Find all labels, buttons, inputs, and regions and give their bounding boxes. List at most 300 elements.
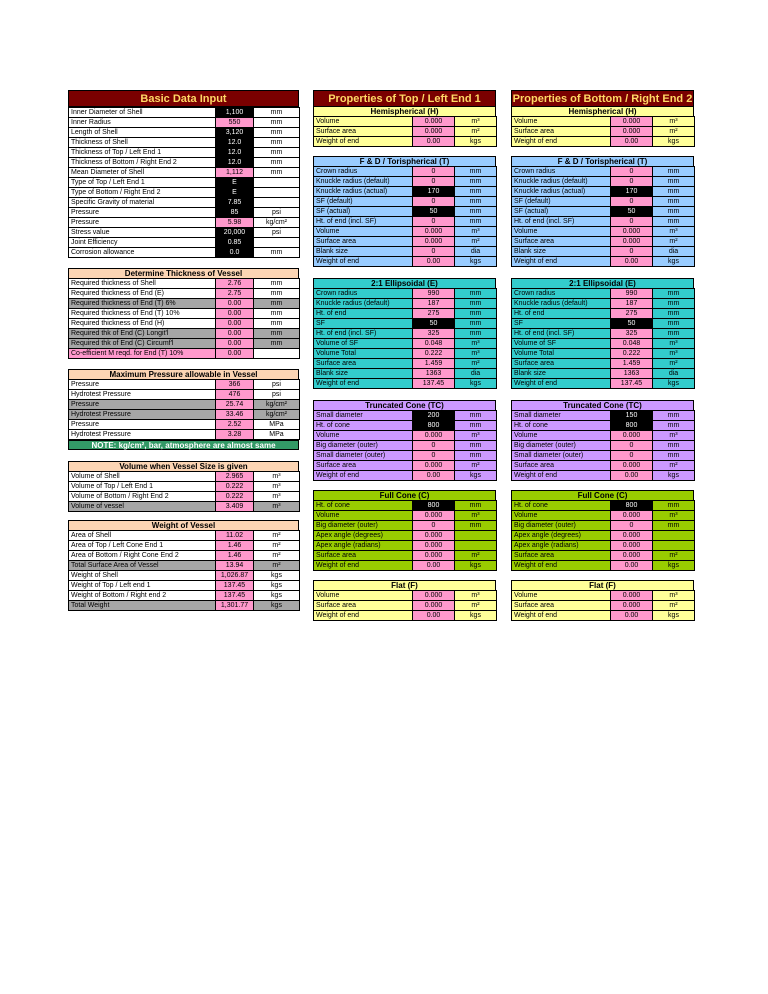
- row-value: 800: [611, 421, 653, 431]
- section-title: F & D / Torispherical (T): [511, 156, 694, 166]
- table-row: [512, 531, 695, 541]
- row-value: 0.00: [611, 137, 653, 147]
- row-value: 1,112: [216, 168, 254, 178]
- row-value: 0: [413, 247, 455, 257]
- table-row: [512, 299, 695, 309]
- row-label: Volume of SF: [314, 339, 413, 349]
- weight-title: Weight of Vessel: [68, 520, 299, 530]
- table-row: [314, 379, 497, 389]
- table-row: [69, 400, 300, 410]
- table-row: [314, 299, 497, 309]
- row-value: 0.000: [413, 461, 455, 471]
- table-row: [69, 138, 300, 148]
- max-pressure-table: [68, 379, 300, 440]
- table-row: [69, 218, 300, 228]
- row-label: Co-efficient M reqd. for End (T) 10%: [69, 349, 216, 359]
- row-label: Corrosion allowance: [69, 248, 216, 258]
- row-value: 50: [611, 207, 653, 217]
- row-value: 0.000: [611, 511, 653, 521]
- section-table: [313, 288, 497, 389]
- row-unit: kgs: [653, 471, 695, 481]
- row-label: Required thickness of End (E): [69, 289, 216, 299]
- row-value: 0.00: [413, 561, 455, 571]
- section-table: [313, 590, 497, 621]
- row-value: 325: [611, 329, 653, 339]
- table-row: [69, 430, 300, 440]
- row-value: 476: [216, 390, 254, 400]
- row-label: Surface area: [314, 359, 413, 369]
- table-row: [314, 601, 497, 611]
- row-unit: mm: [455, 167, 497, 177]
- row-unit: mm: [254, 299, 300, 309]
- row-label: Hydrotest Pressure: [69, 430, 216, 440]
- row-unit: kgs: [254, 581, 300, 591]
- row-label: Weight of end: [314, 379, 413, 389]
- row-label: Weight of end: [512, 561, 611, 571]
- table-row: [512, 207, 695, 217]
- table-row: [314, 591, 497, 601]
- row-label: Knuckle radius (default): [512, 299, 611, 309]
- row-label: Apex angle (radians): [314, 541, 413, 551]
- row-label: Surface area: [512, 461, 611, 471]
- row-label: Required thickness of End (T) 6%: [69, 299, 216, 309]
- row-value: 0.048: [611, 339, 653, 349]
- row-unit: mm: [455, 207, 497, 217]
- row-unit: m³: [254, 502, 300, 512]
- table-row: [69, 309, 300, 319]
- row-unit: m³: [653, 591, 695, 601]
- row-value: 1.459: [611, 359, 653, 369]
- basic-data-panel: [68, 90, 299, 258]
- row-unit: mm: [455, 329, 497, 339]
- row-label: Small diameter: [512, 411, 611, 421]
- row-label: Big diameter (outer): [512, 521, 611, 531]
- row-label: Apex angle (degrees): [512, 531, 611, 541]
- row-label: Surface area: [314, 601, 413, 611]
- row-value: 0.000: [611, 531, 653, 541]
- end2-hemispherical-section: [511, 106, 694, 147]
- row-label: Surface area: [512, 237, 611, 247]
- section-title: Truncated Cone (TC): [313, 400, 496, 410]
- table-row: [512, 349, 695, 359]
- row-label: SF (default): [314, 197, 413, 207]
- row-unit: mm: [254, 168, 300, 178]
- thickness-panel: [68, 268, 299, 359]
- row-label: SF: [314, 319, 413, 329]
- table-row: [314, 197, 497, 207]
- row-label: Type of Bottom / Right End 2: [69, 188, 216, 198]
- table-row: [314, 237, 497, 247]
- row-label: Weight of end: [512, 137, 611, 147]
- units-note: NOTE: kg/cm², bar, atmosphere are almost same: [68, 440, 299, 450]
- row-value: 0.000: [611, 591, 653, 601]
- row-value: 12.0: [216, 158, 254, 168]
- section-title: F & D / Torispherical (T): [313, 156, 496, 166]
- row-label: Knuckle radius (default): [512, 177, 611, 187]
- table-row: [314, 369, 497, 379]
- row-unit: kgs: [455, 611, 497, 621]
- row-label: Thickness of Bottom / Right End 2: [69, 158, 216, 168]
- row-value: 0.00: [216, 309, 254, 319]
- row-value: 3,120: [216, 128, 254, 138]
- row-unit: mm: [653, 521, 695, 531]
- row-label: Weight of end: [512, 611, 611, 621]
- max-pressure-panel: [68, 369, 299, 450]
- row-unit: m³: [653, 349, 695, 359]
- row-label: Area of Bottom / Right Cone End 2: [69, 551, 216, 561]
- end1-truncated-cone-section: [313, 400, 496, 481]
- row-value: 0.00: [611, 611, 653, 621]
- table-row: [314, 359, 497, 369]
- row-unit: mm: [653, 319, 695, 329]
- row-label: Big diameter (outer): [314, 441, 413, 451]
- table-row: [69, 349, 300, 359]
- row-label: Pressure: [69, 380, 216, 390]
- table-row: [69, 601, 300, 611]
- row-value: 0: [413, 451, 455, 461]
- row-label: Required thk of End (C) Circumf'l: [69, 339, 216, 349]
- table-row: [69, 482, 300, 492]
- table-row: [512, 591, 695, 601]
- table-row: [512, 227, 695, 237]
- row-unit: mm: [254, 289, 300, 299]
- row-label: Knuckle radius (default): [314, 177, 413, 187]
- row-label: Crown radius: [512, 167, 611, 177]
- row-value: 800: [611, 501, 653, 511]
- row-value: 0.000: [413, 591, 455, 601]
- row-value: E: [216, 178, 254, 188]
- table-row: [512, 421, 695, 431]
- row-label: Blank size: [314, 369, 413, 379]
- row-unit: kgs: [254, 571, 300, 581]
- table-row: [314, 257, 497, 267]
- table-row: [512, 411, 695, 421]
- table-row: [314, 137, 497, 147]
- row-unit: psi: [254, 208, 300, 218]
- row-unit: m²: [653, 601, 695, 611]
- row-value: 0: [413, 521, 455, 531]
- row-unit: [455, 531, 497, 541]
- row-unit: kgs: [455, 379, 497, 389]
- row-value: 1,026.87: [216, 571, 254, 581]
- end2-title: Properties of Bottom / Right End 2: [511, 90, 694, 107]
- section-title: Truncated Cone (TC): [511, 400, 694, 410]
- row-value: E: [216, 188, 254, 198]
- row-value: 3.28: [216, 430, 254, 440]
- table-row: [512, 217, 695, 227]
- row-unit: m³: [653, 431, 695, 441]
- row-unit: kg/cm²: [254, 400, 300, 410]
- table-row: [69, 279, 300, 289]
- row-value: 0.00: [611, 471, 653, 481]
- row-label: Length of Shell: [69, 128, 216, 138]
- row-value: 0: [611, 521, 653, 531]
- table-row: [314, 177, 497, 187]
- end1-full-cone-section: [313, 490, 496, 571]
- row-value: 170: [413, 187, 455, 197]
- row-value: 990: [413, 289, 455, 299]
- section-title: 2:1 Ellipsoidal (E): [313, 278, 496, 288]
- row-value: 0.00: [611, 257, 653, 267]
- table-row: [314, 551, 497, 561]
- row-label: Ht. of end: [314, 309, 413, 319]
- row-label: Volume of SF: [512, 339, 611, 349]
- row-unit: mm: [455, 501, 497, 511]
- row-unit: mm: [653, 167, 695, 177]
- table-row: [69, 168, 300, 178]
- row-value: 25.74: [216, 400, 254, 410]
- row-label: Blank size: [512, 369, 611, 379]
- row-unit: mm: [455, 299, 497, 309]
- row-unit: mm: [653, 217, 695, 227]
- row-value: 0: [611, 167, 653, 177]
- row-value: 0.000: [611, 461, 653, 471]
- row-unit: m³: [653, 511, 695, 521]
- row-unit: dia: [455, 369, 497, 379]
- row-unit: mm: [455, 441, 497, 451]
- end1-panel: [313, 90, 496, 107]
- row-label: Surface area: [314, 551, 413, 561]
- row-unit: [653, 531, 695, 541]
- row-unit: m²: [653, 237, 695, 247]
- row-value: 2.52: [216, 420, 254, 430]
- table-row: [512, 309, 695, 319]
- table-row: [69, 319, 300, 329]
- row-unit: m²: [455, 127, 497, 137]
- row-value: 0.000: [611, 227, 653, 237]
- end1-ellipsoidal-section: [313, 278, 496, 389]
- volume-table: [68, 471, 300, 512]
- row-unit: mm: [653, 501, 695, 511]
- row-value: 800: [413, 421, 455, 431]
- row-value: 275: [413, 309, 455, 319]
- row-label: Weight of end: [314, 257, 413, 267]
- row-value: 0.222: [216, 492, 254, 502]
- volume-panel: [68, 461, 299, 512]
- row-label: Total Weight: [69, 601, 216, 611]
- row-unit: [254, 178, 300, 188]
- row-label: Ht. of end (incl. SF): [512, 217, 611, 227]
- row-unit: MPa: [254, 430, 300, 440]
- table-row: [512, 451, 695, 461]
- row-label: Weight of Top / Left end 1: [69, 581, 216, 591]
- row-unit: mm: [254, 309, 300, 319]
- row-value: 0: [611, 441, 653, 451]
- row-label: Small diameter: [314, 411, 413, 421]
- row-unit: mm: [653, 411, 695, 421]
- row-unit: psi: [254, 380, 300, 390]
- table-row: [69, 541, 300, 551]
- row-label: Small diameter (outer): [314, 451, 413, 461]
- table-row: [314, 349, 497, 359]
- table-row: [69, 118, 300, 128]
- row-unit: mm: [653, 197, 695, 207]
- section-title: Hemispherical (H): [313, 106, 496, 116]
- table-row: [314, 187, 497, 197]
- row-unit: m³: [455, 511, 497, 521]
- end1-flat-section: [313, 580, 496, 621]
- row-unit: mm: [653, 177, 695, 187]
- row-unit: mm: [455, 177, 497, 187]
- weight-table: [68, 530, 300, 611]
- row-unit: kgs: [653, 611, 695, 621]
- row-label: Volume Total: [314, 349, 413, 359]
- row-value: 0: [611, 451, 653, 461]
- section-table: [511, 116, 695, 147]
- table-row: [314, 247, 497, 257]
- table-row: [69, 238, 300, 248]
- row-value: 0.000: [611, 541, 653, 551]
- row-label: Thickness of Shell: [69, 138, 216, 148]
- row-unit: m²: [455, 601, 497, 611]
- row-unit: [455, 541, 497, 551]
- table-row: [69, 420, 300, 430]
- row-value: 275: [611, 309, 653, 319]
- row-label: Big diameter (outer): [512, 441, 611, 451]
- row-label: Ht. of cone: [512, 421, 611, 431]
- section-title: Flat (F): [511, 580, 694, 590]
- row-value: 0.000: [413, 127, 455, 137]
- row-value: 0.85: [216, 238, 254, 248]
- row-unit: mm: [254, 158, 300, 168]
- row-label: Weight of end: [512, 257, 611, 267]
- row-label: Hydrotest Pressure: [69, 390, 216, 400]
- row-value: 0.00: [611, 561, 653, 571]
- table-row: [314, 329, 497, 339]
- table-row: [69, 198, 300, 208]
- row-value: 0.000: [413, 601, 455, 611]
- table-row: [314, 561, 497, 571]
- row-label: Required thickness of End (H): [69, 319, 216, 329]
- row-label: Volume: [314, 511, 413, 521]
- row-label: Type of Top / Left End 1: [69, 178, 216, 188]
- row-unit: mm: [653, 187, 695, 197]
- row-unit: kgs: [455, 257, 497, 267]
- row-label: Volume of Bottom / Right End 2: [69, 492, 216, 502]
- row-label: Inner Diameter of Shell: [69, 108, 216, 118]
- end1-torispherical-section: [313, 156, 496, 267]
- row-unit: kg/cm²: [254, 218, 300, 228]
- row-value: 0: [611, 177, 653, 187]
- table-row: [512, 379, 695, 389]
- table-row: [314, 511, 497, 521]
- table-row: [314, 521, 497, 531]
- row-value: 0.048: [413, 339, 455, 349]
- row-unit: m²: [653, 461, 695, 471]
- row-label: Volume: [314, 117, 413, 127]
- row-label: Pressure: [69, 420, 216, 430]
- row-label: Weight of end: [512, 379, 611, 389]
- row-unit: mm: [455, 187, 497, 197]
- row-label: Volume: [512, 511, 611, 521]
- table-row: [69, 581, 300, 591]
- table-row: [314, 309, 497, 319]
- row-value: 1,100: [216, 108, 254, 118]
- thickness-title: Determine Thickness of Vessel: [68, 268, 299, 278]
- row-label: Volume: [314, 591, 413, 601]
- row-unit: m²: [254, 551, 300, 561]
- row-label: Volume of vessel: [69, 502, 216, 512]
- row-value: 0.00: [413, 137, 455, 147]
- table-row: [314, 167, 497, 177]
- row-unit: mm: [455, 521, 497, 531]
- table-row: [512, 197, 695, 207]
- table-row: [314, 117, 497, 127]
- row-value: 0.000: [611, 431, 653, 441]
- section-table: [511, 288, 695, 389]
- row-value: 1.459: [413, 359, 455, 369]
- row-label: Volume: [512, 227, 611, 237]
- table-row: [314, 289, 497, 299]
- row-value: 3.409: [216, 502, 254, 512]
- section-table: [511, 410, 695, 481]
- table-row: [69, 248, 300, 258]
- thickness-table: [68, 278, 300, 359]
- table-row: [512, 461, 695, 471]
- row-label: Weight of end: [314, 137, 413, 147]
- row-unit: m²: [653, 359, 695, 369]
- row-unit: dia: [455, 247, 497, 257]
- row-value: 0.000: [413, 511, 455, 521]
- table-row: [512, 329, 695, 339]
- table-row: [69, 128, 300, 138]
- row-unit: [254, 198, 300, 208]
- row-label: Surface area: [512, 127, 611, 137]
- table-row: [314, 461, 497, 471]
- row-label: Specific Gravity of material: [69, 198, 216, 208]
- table-row: [314, 501, 497, 511]
- row-value: 0.000: [413, 117, 455, 127]
- row-unit: [254, 238, 300, 248]
- volume-title: Volume when Vessel Size is given: [68, 461, 299, 471]
- row-value: 0.00: [216, 349, 254, 359]
- row-unit: mm: [653, 309, 695, 319]
- section-title: Full Cone (C): [313, 490, 496, 500]
- table-row: [69, 108, 300, 118]
- row-value: 0.222: [611, 349, 653, 359]
- table-row: [69, 390, 300, 400]
- row-value: 0.000: [413, 431, 455, 441]
- row-value: 0.000: [413, 227, 455, 237]
- table-row: [314, 339, 497, 349]
- row-unit: mm: [254, 329, 300, 339]
- table-row: [512, 431, 695, 441]
- row-label: Volume of Shell: [69, 472, 216, 482]
- row-label: Ht. of end (incl. SF): [314, 329, 413, 339]
- row-label: Surface area: [314, 127, 413, 137]
- row-label: Surface area: [314, 461, 413, 471]
- row-value: 0: [611, 247, 653, 257]
- table-row: [512, 601, 695, 611]
- row-label: Ht. of end (incl. SF): [314, 217, 413, 227]
- row-unit: m³: [653, 227, 695, 237]
- row-label: SF (actual): [314, 207, 413, 217]
- row-label: Weight of end: [314, 471, 413, 481]
- row-unit: m³: [653, 117, 695, 127]
- row-unit: kgs: [653, 561, 695, 571]
- row-label: Pressure: [69, 400, 216, 410]
- table-row: [69, 148, 300, 158]
- basic-data-title: Basic Data Input: [68, 90, 299, 107]
- row-label: Small diameter (outer): [512, 451, 611, 461]
- table-row: [314, 531, 497, 541]
- table-row: [512, 511, 695, 521]
- row-label: Weight of end: [314, 561, 413, 571]
- row-unit: mm: [254, 148, 300, 158]
- end2-ellipsoidal-section: [511, 278, 694, 389]
- table-row: [69, 531, 300, 541]
- row-value: 0.000: [413, 551, 455, 561]
